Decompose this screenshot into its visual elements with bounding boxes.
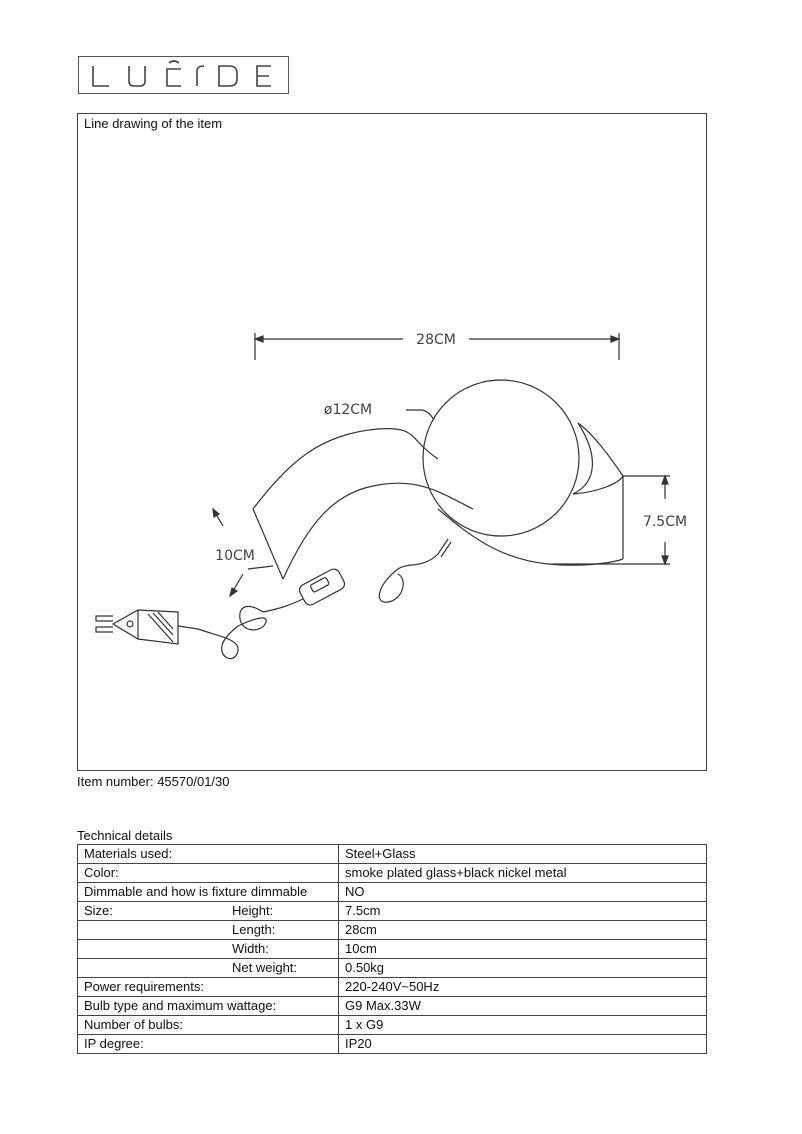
- spec-label: Power requirements:: [84, 979, 204, 994]
- spec-label-cell: [78, 940, 339, 959]
- spec-label-cell: [78, 1016, 339, 1035]
- spec-label-cell: [78, 902, 339, 921]
- spec-value: G9 Max.33W: [339, 997, 707, 1016]
- spec-value: NO: [339, 883, 707, 902]
- drawing-title: Line drawing of the item: [84, 116, 223, 131]
- product-line-drawing: [78, 114, 708, 772]
- spec-label-cell: [78, 1035, 339, 1054]
- glass-globe: [423, 380, 579, 536]
- spec-label: Number of bulbs:: [84, 1017, 183, 1032]
- spec-label-cell: [78, 959, 339, 978]
- spec-sublabel: Net weight:: [232, 960, 298, 975]
- diameter-dimension-label: ø12CM: [323, 402, 373, 418]
- spec-row: [78, 940, 707, 959]
- spec-label-cell: [78, 997, 339, 1016]
- length-dimension-label: 28CM: [416, 332, 456, 348]
- line-drawing-panel: [77, 113, 707, 771]
- spec-row: [78, 997, 707, 1016]
- height-dimension-label: 7.5CM: [642, 514, 688, 530]
- spec-label-cell: [78, 921, 339, 940]
- spec-value: 7.5cm: [339, 902, 707, 921]
- spec-row: [78, 959, 707, 978]
- spec-row: [78, 1035, 707, 1054]
- spec-row: [78, 921, 707, 940]
- inline-switch: [297, 567, 346, 607]
- plug-pin-top: [96, 616, 113, 621]
- spec-label: Color:: [84, 865, 119, 880]
- spec-sublabel: Height:: [232, 903, 274, 918]
- spec-row: [78, 845, 707, 864]
- spec-label-cell: [78, 864, 339, 883]
- spec-value: 1 x G9: [339, 1016, 707, 1035]
- plug-pin-bottom: [96, 627, 113, 632]
- spec-row: [78, 864, 707, 883]
- spec-label-cell: [78, 883, 339, 902]
- spec-row: [78, 883, 707, 902]
- spec-label-cell: [78, 978, 339, 997]
- spec-value: 28cm: [339, 921, 707, 940]
- spec-label: Dimmable and how is fixture dimmable: [84, 884, 308, 899]
- spec-label: IP degree:: [84, 1036, 144, 1051]
- brand-logo: [78, 56, 289, 94]
- spec-value: smoke plated glass+black nickel metal: [339, 864, 707, 883]
- spec-label: Size:: [84, 903, 113, 918]
- spec-value: Steel+Glass: [339, 845, 707, 864]
- spec-label-cell: [78, 845, 339, 864]
- spec-value: 220-240V~50Hz: [339, 978, 707, 997]
- lucide-logo-mark: [79, 57, 290, 95]
- technical-details-table: [77, 844, 707, 1054]
- spec-label: Bulb type and maximum wattage:: [84, 998, 277, 1013]
- spec-sublabel: Length:: [232, 922, 276, 937]
- spec-label: Materials used:: [84, 846, 173, 861]
- technical-details-title: Technical details: [77, 828, 173, 843]
- spec-row: [78, 978, 707, 997]
- spec-value: 10cm: [339, 940, 707, 959]
- spec-value: 0.50kg: [339, 959, 707, 978]
- plug-body: [113, 610, 178, 644]
- item-number: Item number: 45570/01/30: [77, 774, 230, 789]
- spec-value: IP20: [339, 1035, 707, 1054]
- spec-row: [78, 1016, 707, 1035]
- width-dimension-label: 10CM: [215, 548, 255, 564]
- spec-sublabel: Width:: [232, 941, 269, 956]
- spec-row: [78, 902, 707, 921]
